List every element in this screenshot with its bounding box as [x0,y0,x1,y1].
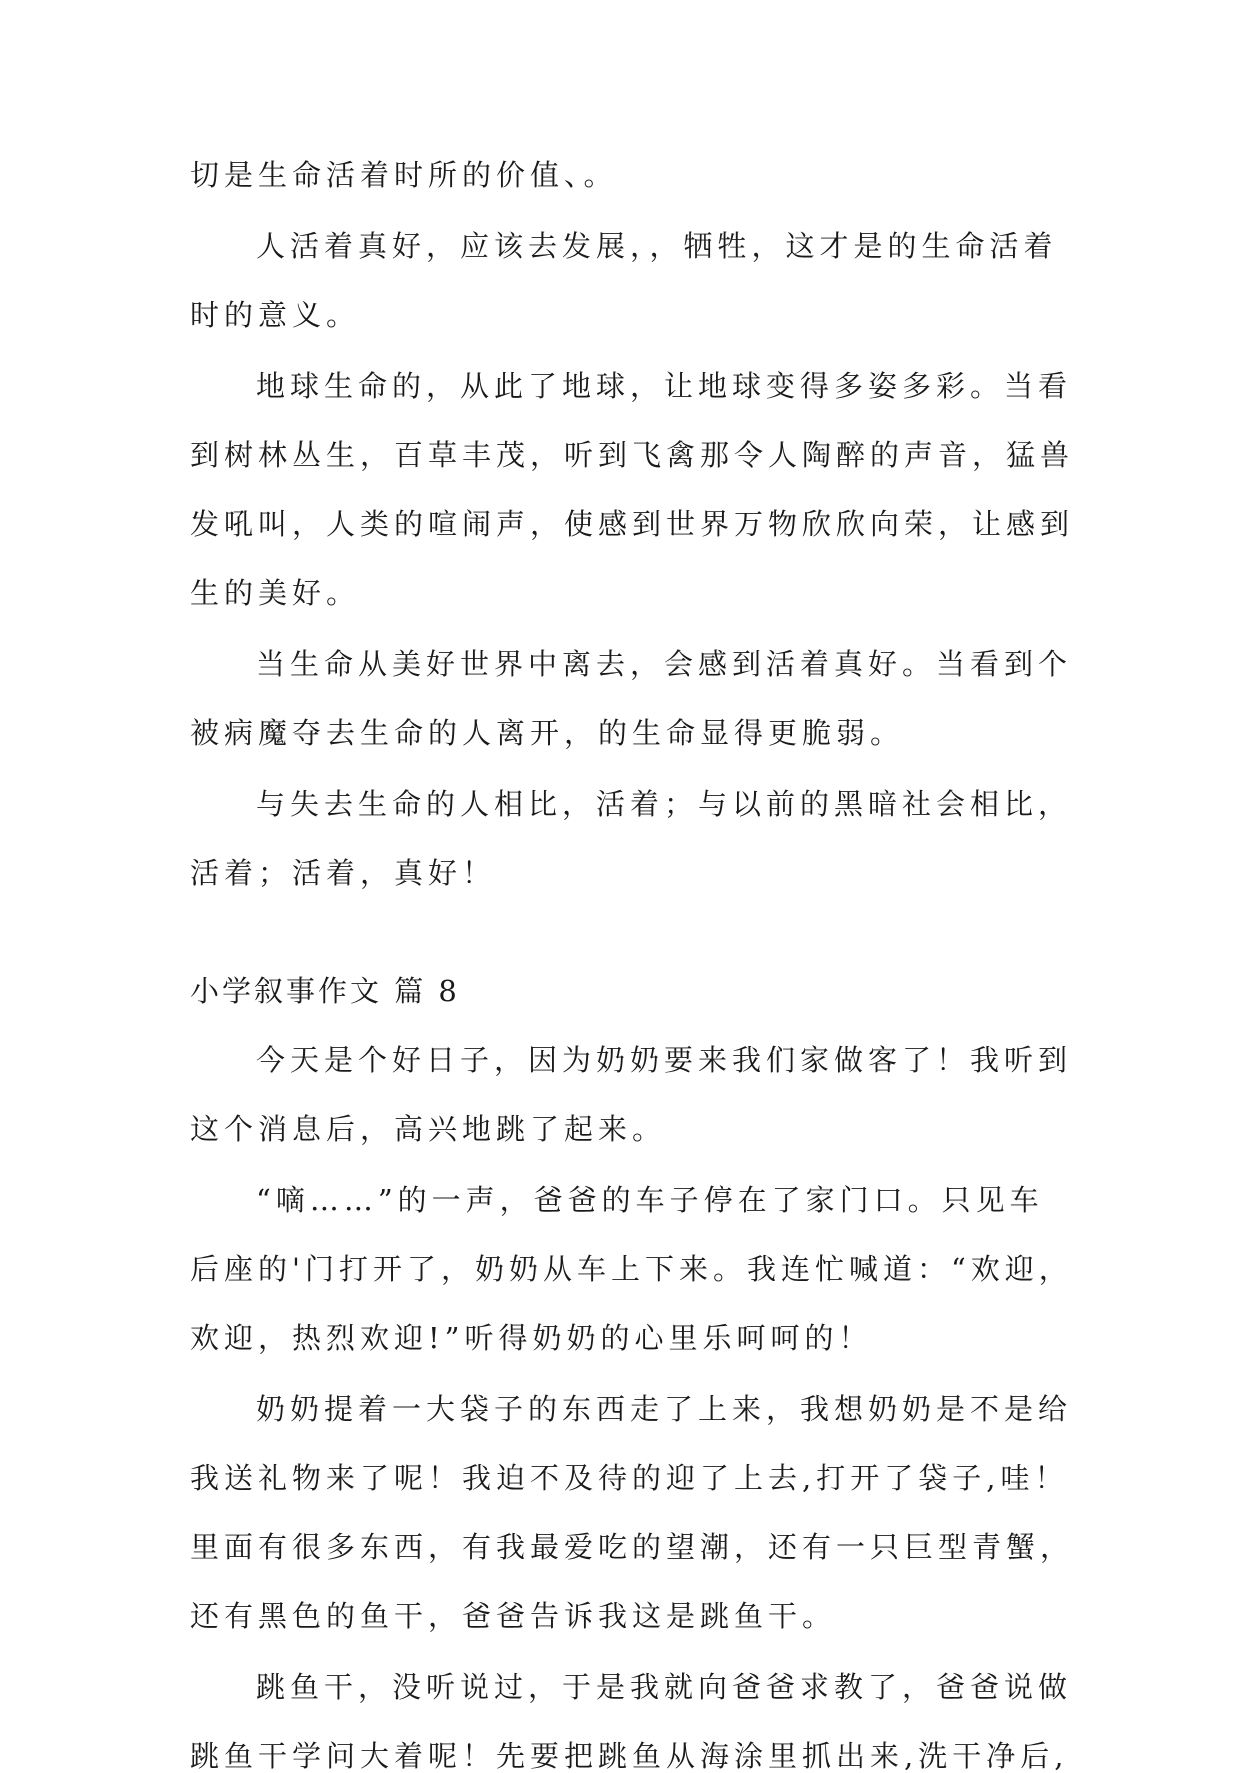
paragraph-line: 生的美好。 [190,576,361,610]
paragraph-line: 切是生命活着时所的价值、。 [190,158,618,192]
paragraph-line: 活着；活着，真好！ [190,856,497,890]
paragraph-line: 人活着真好，应该去发展，，牺牲，这才是的生命活着 [256,229,1058,263]
paragraph-line: 这个消息后，高兴地跳了起来。 [190,1112,667,1146]
paragraph-line: 我送礼物来了呢！我迫不及待的迎了上去,打开了袋子,哇！ [190,1461,1069,1495]
section-heading: 小学叙事作文 篇 8 [190,974,460,1008]
paragraph-line: 地球生命的，从此了地球，让地球变得多姿多彩。当看 [256,369,1073,403]
paragraph-line: 时的意义。 [190,298,361,332]
document-page [190,158,1075,1773]
paragraph-line: 与失去生命的人相比，活着；与以前的黑暗社会相比， [256,787,1073,821]
paragraph-line: 被病魔夺去生命的人离开，的生命显得更脆弱。 [190,716,905,750]
paragraph-line: 今天是个好日子，因为奶奶要来我们家做客了！我听到 [256,1043,1073,1077]
paragraph-line: 还有黑色的鱼干，爸爸告诉我这是跳鱼干。 [190,1599,837,1633]
paragraph-line: 当生命从美好世界中离去，会感到活着真好。当看到个 [256,647,1073,681]
paragraph-line: 到树林丛生，百草丰茂，听到飞禽那令人陶醉的声音，猛兽 [190,438,1075,472]
paragraph-line: 跳鱼干，没听说过，于是我就向爸爸求教了，爸爸说做 [256,1670,1073,1704]
paragraph-line: 欢迎，热烈欢迎!”听得奶奶的心里乐呵呵的！ [190,1321,873,1355]
paragraph-line: “嘀……”的一声，爸爸的车子停在了家门口。只见车 [256,1183,1044,1217]
paragraph-line: 里面有很多东西，有我最爱吃的望潮，还有一只巨型青蟹， [190,1530,1075,1564]
paragraph-line: 后座的'门打开了，奶奶从车上下来。我连忙喊道：“欢迎， [190,1252,1073,1286]
paragraph-line: 奶奶提着一大袋子的东西走了上来，我想奶奶是不是给 [256,1392,1073,1426]
paragraph-line: 发吼叫，人类的喧闹声，使感到世界万物欣欣向荣，让感到 [190,507,1075,541]
paragraph-line: 跳鱼干学问大着呢！先要把跳鱼从海涂里抓出来,洗干净后, [190,1739,1069,1773]
